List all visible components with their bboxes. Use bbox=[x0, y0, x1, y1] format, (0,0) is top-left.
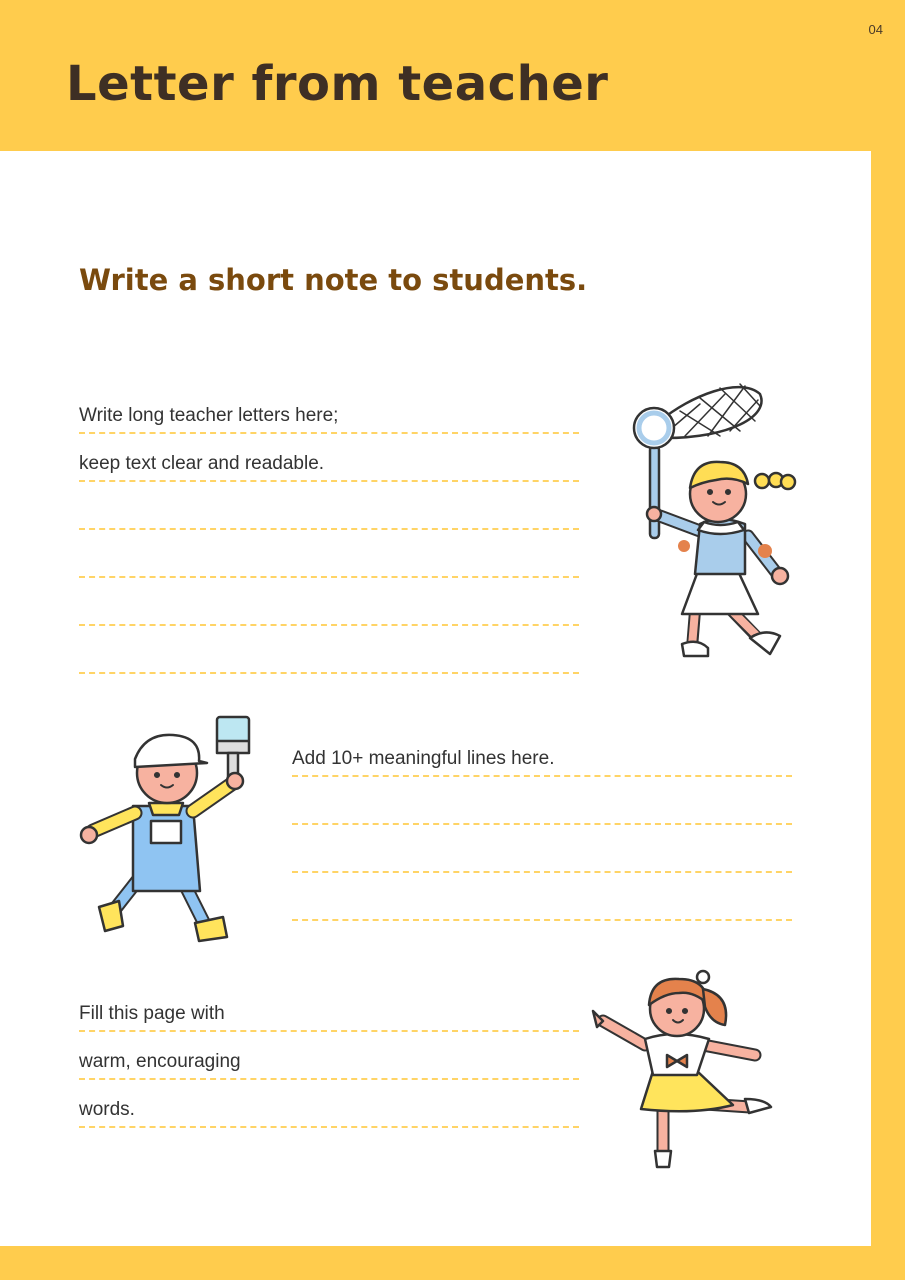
writing-line[interactable]: keep text clear and readable. bbox=[79, 434, 579, 482]
writing-line[interactable] bbox=[292, 873, 792, 921]
writing-line[interactable] bbox=[79, 482, 579, 530]
page-subtitle: Write a short note to students. bbox=[79, 263, 588, 297]
writing-line[interactable]: words. bbox=[79, 1080, 579, 1128]
writing-line[interactable] bbox=[79, 530, 579, 578]
writing-line[interactable] bbox=[79, 578, 579, 626]
writing-line[interactable] bbox=[292, 825, 792, 873]
writing-line[interactable] bbox=[79, 626, 579, 674]
girl-with-butterfly-net-icon bbox=[620, 376, 800, 666]
writing-line[interactable]: Write long teacher letters here; bbox=[79, 386, 579, 434]
writing-line[interactable]: Add 10+ meaningful lines here. bbox=[292, 729, 792, 777]
page-title: Letter from teacher bbox=[66, 56, 609, 112]
dancing-girl-icon bbox=[585, 959, 780, 1174]
letter-sheet bbox=[0, 151, 871, 1246]
writing-line[interactable]: warm, encouraging bbox=[79, 1032, 579, 1080]
writing-lines-section-2 bbox=[292, 729, 792, 921]
writing-line[interactable] bbox=[292, 777, 792, 825]
writing-line[interactable]: Fill this page with bbox=[79, 984, 579, 1032]
writing-lines-section-1 bbox=[79, 386, 579, 674]
page-number: 04 bbox=[868, 22, 883, 37]
boy-with-paintbrush-icon bbox=[75, 711, 265, 951]
writing-lines-section-3 bbox=[79, 984, 579, 1128]
